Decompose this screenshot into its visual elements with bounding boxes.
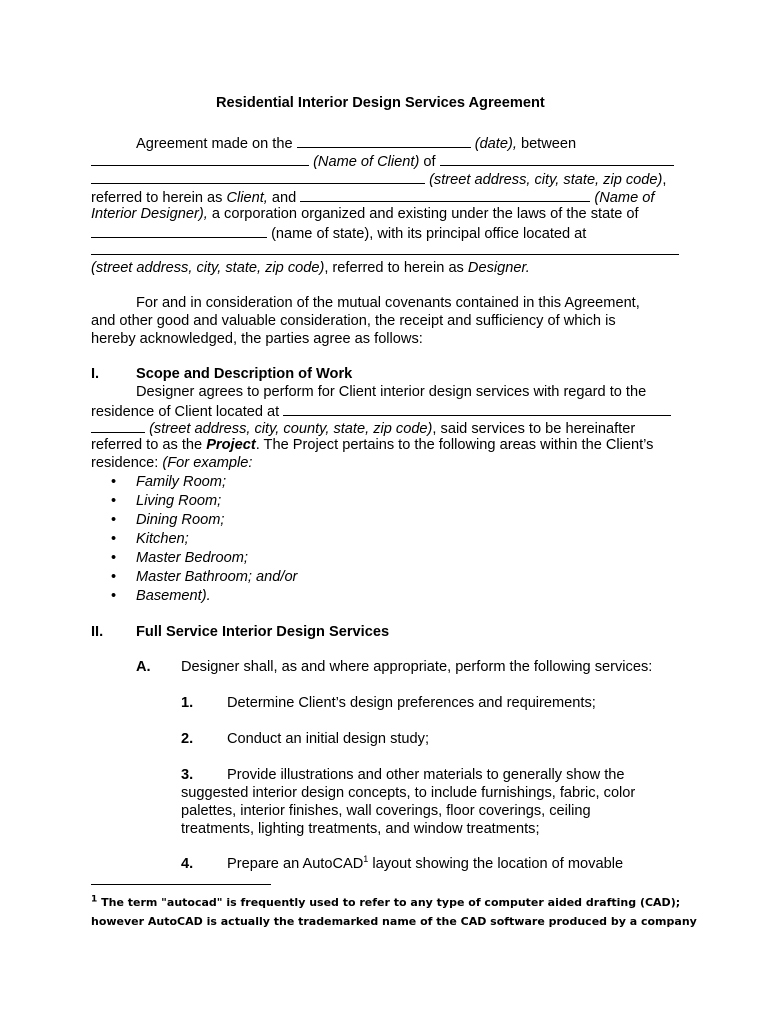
intro-line-3: (street address, city, state, zip code), (91, 169, 666, 189)
intro-line-1: Agreement made on the (date), between (136, 133, 576, 153)
list-item-text: Basement). (136, 588, 211, 604)
designer-office-blank[interactable] (91, 240, 679, 255)
intro-line-7 (91, 240, 679, 260)
item-1-text: Determine Client’s design preferences and requirements; (227, 695, 596, 711)
list-item-text: Living Room; (136, 493, 222, 509)
document-title: Residential Interior Design Services Agreement (216, 95, 545, 111)
client-name-blank[interactable] (91, 151, 309, 166)
residence-address-blank-2[interactable] (91, 418, 145, 433)
list-item: • (111, 531, 117, 547)
residence-address-blank[interactable] (283, 401, 671, 416)
list-item: • (111, 588, 117, 604)
list-item-text: Master Bathroom; and/or (136, 569, 298, 585)
list-item: • (111, 474, 117, 490)
item-3-line-1: Provide illustrations and other materials to generally show the (227, 767, 625, 783)
date-blank[interactable] (297, 133, 471, 148)
list-item-text: Kitchen; (136, 531, 189, 547)
consideration-line-1: For and in consideration of the mutual covenants contained in this Agreement, (136, 295, 640, 311)
list-item: • (111, 569, 117, 585)
footnote-reference[interactable]: 1 (363, 854, 369, 865)
client-address-blank[interactable] (91, 169, 425, 184)
state-name-blank[interactable] (91, 223, 267, 238)
item-3-line-3: palettes, interior finishes, wall coverings, floor coverings, ceiling (181, 803, 591, 819)
intro-line-5: Interior Designer), a corporation organized and existing under the laws of the state of (91, 206, 639, 222)
consideration-line-3: hereby acknowledged, the parties agree as follows: (91, 331, 423, 347)
section-2-number: II. (91, 624, 104, 640)
list-item: • (111, 512, 117, 528)
section-1-heading: Scope and Description of Work (136, 366, 353, 382)
section-1-number: I. (91, 366, 100, 382)
list-item-text: Master Bedroom; (136, 550, 248, 566)
item-3-line-2: suggested interior design concepts, to include furnishings, fabric, color (181, 785, 636, 801)
section-1-line-4: referred to as the Project. The Project pertains to the following areas within the Client’s (91, 437, 654, 453)
section-1-line-1: Designer agrees to perform for Client interior design services with regard to the (136, 384, 647, 400)
intro-line-6: (name of state), with its principal office located at (91, 223, 586, 243)
item-3-number: 3. (181, 767, 194, 783)
list-item-text: Family Room; (136, 474, 227, 490)
section-1-line-3: (street address, city, county, state, zip code), said services to be hereinafter (91, 418, 635, 438)
list-item: • (111, 550, 117, 566)
list-item: • (111, 493, 117, 509)
list-item-text: Dining Room; (136, 512, 225, 528)
consideration-line-2: and other good and valuable consideration, the receipt and sufficiency of which is (91, 313, 616, 329)
section-1-line-2: residence of Client located at (91, 401, 671, 421)
item-2-number: 2. (181, 731, 194, 747)
subsection-a-label: A. (136, 659, 151, 675)
subsection-a-text: Designer shall, as and where appropriate, perform the following services: (181, 659, 653, 675)
item-2-text: Conduct an initial design study; (227, 731, 430, 747)
intro-line-8: (street address, city, state, zip code), referred to herein as Designer. (91, 260, 530, 276)
section-1-line-5: residence: (For example: (91, 455, 253, 471)
intro-line-4: referred to herein as Client, and (Name of (91, 187, 654, 207)
footnote-separator (91, 884, 271, 885)
item-4-text: Prepare an AutoCAD$^1$ layout showing the location of movable (227, 854, 624, 872)
footnote-line-1: $^1$ The term "autocad" is frequently used to refer to any type of computer aided drafting (CAD); (91, 894, 681, 909)
item-4-number: 4. (181, 856, 194, 872)
intro-line-2: (Name of Client) of (91, 151, 674, 171)
section-2-heading: Full Service Interior Design Services (136, 624, 390, 640)
designer-name-blank[interactable] (300, 187, 590, 202)
item-3-line-4: treatments, lighting treatments, and window treatments; (181, 821, 540, 837)
client-of-blank[interactable] (440, 151, 674, 166)
footnote-line-2: however AutoCAD is actually the trademarked name of the CAD software produced by a company (91, 915, 697, 928)
item-1-number: 1. (181, 695, 194, 711)
